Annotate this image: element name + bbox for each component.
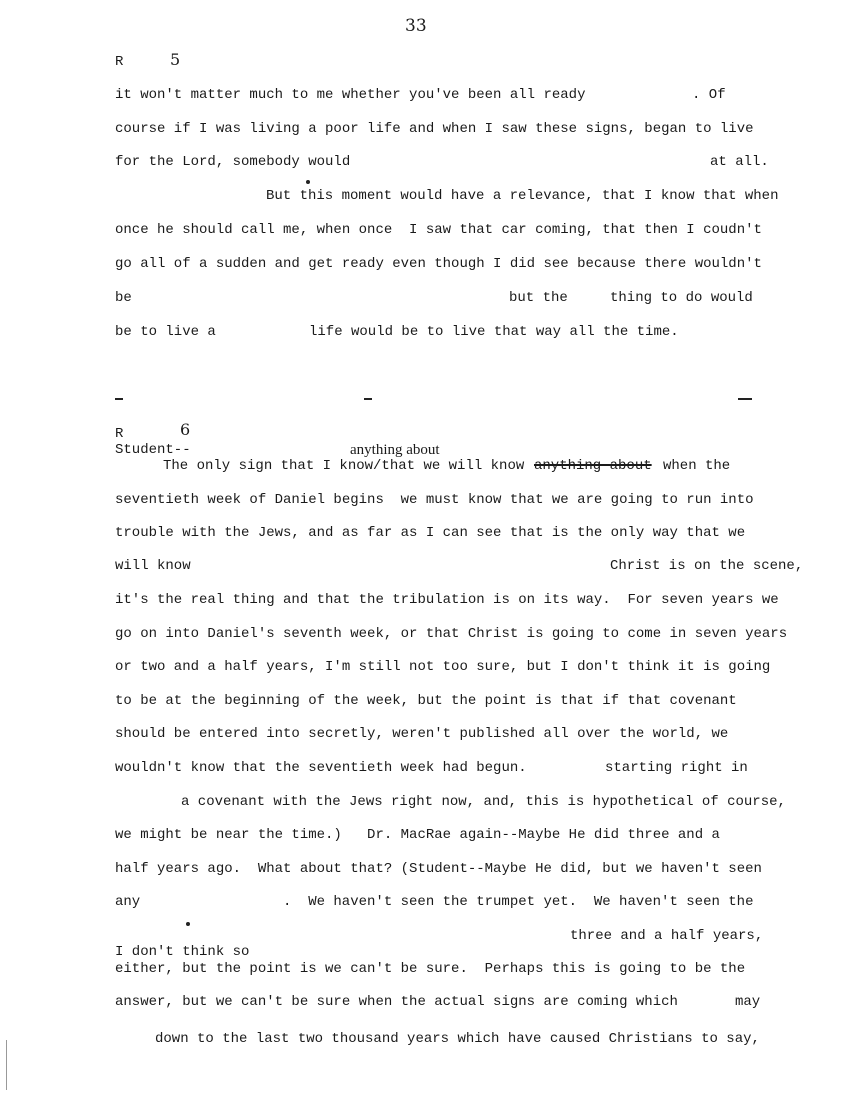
text-line: should be entered into secretly, weren't published all over the world, we bbox=[115, 726, 729, 742]
text-line: will know bbox=[115, 558, 191, 574]
section-r6-number: 6 bbox=[180, 420, 191, 439]
text-line: thing to do would bbox=[610, 290, 753, 306]
text-line: go on into Daniel's seventh week, or that Christ is going to come in seven years bbox=[115, 626, 788, 642]
section-r5-number: 5 bbox=[170, 50, 181, 69]
text-line: may bbox=[735, 994, 761, 1010]
text-line: But this moment would have a relevance, that I know that when bbox=[266, 188, 779, 204]
text-line: a covenant with the Jews right now, and, this is hypothetical of course, bbox=[181, 794, 786, 810]
text-line: we might be near the time.) Dr. MacRae again--Maybe He did three and a bbox=[115, 827, 720, 843]
scan-edge-mark bbox=[6, 1040, 7, 1090]
section-r5-label: R bbox=[115, 54, 124, 70]
text-line: The only sign that I know/that we will know bbox=[163, 458, 525, 474]
student-label: Student-- bbox=[115, 442, 191, 458]
text-line: . Of bbox=[692, 87, 726, 103]
text-line: starting right in bbox=[605, 760, 748, 776]
separator-dash bbox=[115, 398, 123, 400]
text-line: be to live a bbox=[115, 324, 216, 340]
text-line: seventieth week of Daniel begins we must know that we are going to run into bbox=[115, 492, 754, 508]
text-line: down to the last two thousand years which have caused Christians to say, bbox=[155, 1031, 760, 1047]
text-line: wouldn't know that the seventieth week had begun. bbox=[115, 760, 527, 776]
separator-dash bbox=[364, 398, 372, 400]
text-line: once he should call me, when once I saw that car coming, that then I coudn't bbox=[115, 222, 762, 238]
text-line: life would be to live that way all the time. bbox=[309, 324, 679, 340]
text-line: either, but the point is we can't be sure. Perhaps this is going to be the bbox=[115, 961, 746, 977]
text-line: half years ago. What about that? (Student--Maybe He did, but we haven't seen bbox=[115, 861, 762, 877]
page-number: 33 bbox=[405, 16, 427, 36]
text-line: any bbox=[115, 894, 141, 910]
struck-text: anything about bbox=[534, 458, 652, 474]
text-line: trouble with the Jews, and as far as I can see that is the only way that we bbox=[115, 525, 746, 541]
section-r6-label: R bbox=[115, 426, 124, 442]
text-line: or two and a half years, I'm still not too sure, but I don't think it is going bbox=[115, 659, 771, 675]
text-line: for the Lord, somebody would bbox=[115, 154, 351, 170]
text-line: it's the real thing and that the tribulation is on its way. For seven years we bbox=[115, 592, 779, 608]
text-line: I don't think so bbox=[115, 944, 250, 960]
text-line: to be at the beginning of the week, but the point is that if that covenant bbox=[115, 693, 737, 709]
text-line: three and a half years, bbox=[570, 928, 764, 944]
text-line: but the bbox=[509, 290, 568, 306]
text-line: when the bbox=[663, 458, 731, 474]
text-line: answer, but we can't be sure when the actual signs are coming which bbox=[115, 994, 678, 1010]
stray-mark bbox=[306, 180, 310, 184]
text-line: be bbox=[115, 290, 132, 306]
text-line: course if I was living a poor life and when I saw these signs, began to live bbox=[115, 121, 754, 137]
separator-dash bbox=[738, 398, 752, 400]
text-line: Christ is on the scene, bbox=[610, 558, 804, 574]
text-line: it won't matter much to me whether you've been all ready bbox=[115, 87, 586, 103]
text-line: at all. bbox=[710, 154, 769, 170]
text-line: go all of a sudden and get ready even though I did see because there wouldn't bbox=[115, 256, 762, 272]
stray-mark bbox=[186, 922, 190, 926]
text-line: . We haven't seen the trumpet yet. We haven't seen the bbox=[283, 894, 754, 910]
inserted-note: anything about bbox=[350, 442, 440, 458]
